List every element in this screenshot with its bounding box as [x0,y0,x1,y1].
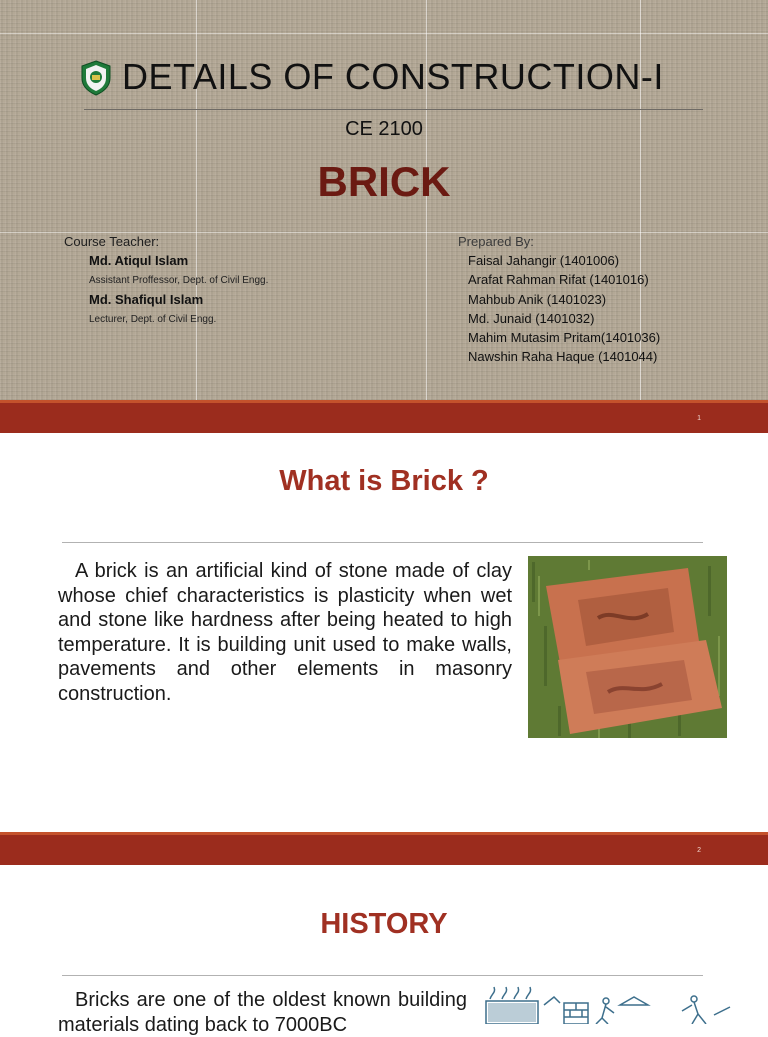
prepared-by-label: Prepared By: [458,234,534,249]
course-code: CE 2100 [345,118,423,140]
university-logo-icon [80,60,112,96]
background-grid-line [0,232,768,233]
background-grid-line [0,33,768,34]
slide-footer-band [0,400,768,433]
member-item: Md. Junaid (1401032) [468,311,595,326]
teacher-name: Md. Shafiqul Islam [89,292,204,307]
title-slide [0,0,768,400]
slide-footer-band [0,832,768,865]
heading-divider [62,975,703,976]
title-divider [84,109,703,110]
member-item: Mahbub Anik (1401023) [468,292,607,307]
course-title: DETAILS OF CONSTRUCTION-I [122,56,664,97]
slide-heading: What is Brick ? [279,465,489,497]
brick-history-illustration [484,985,734,1024]
member-item: Nawshin Raha Haque (1401044) [468,349,658,364]
member-item: Faisal Jahangir (1401006) [468,253,620,268]
teacher-name: Md. Atiqul Islam [89,253,189,268]
page-number: 2 [697,847,701,854]
teacher-designation: Lecturer, Dept. of Civil Engg. [89,314,217,325]
brick-definition-text: A brick is an artificial kind of stone made of clay whose chief characteristics is plasticity when wet and stone like hardness after being heated to high temperature. It is building unit used to make walls, pavements and other elements in masonry construction. [58,560,512,705]
topic-title: BRICK [317,158,451,205]
member-item: Arafat Rahman Rifat (1401016) [468,272,649,287]
brick-photo [528,556,727,738]
member-item: Mahim Mutasim Pritam(1401036) [468,330,661,345]
slide-heading: HISTORY [320,908,448,940]
course-teacher-label: Course Teacher: [64,234,160,249]
teacher-designation: Assistant Proffessor, Dept. of Civil Engg. [89,275,269,286]
heading-divider [62,542,703,543]
brick-history-text: Bricks are one of the oldest known building materials dating back to 7000BC [58,989,467,1036]
page-number: 1 [697,415,701,422]
